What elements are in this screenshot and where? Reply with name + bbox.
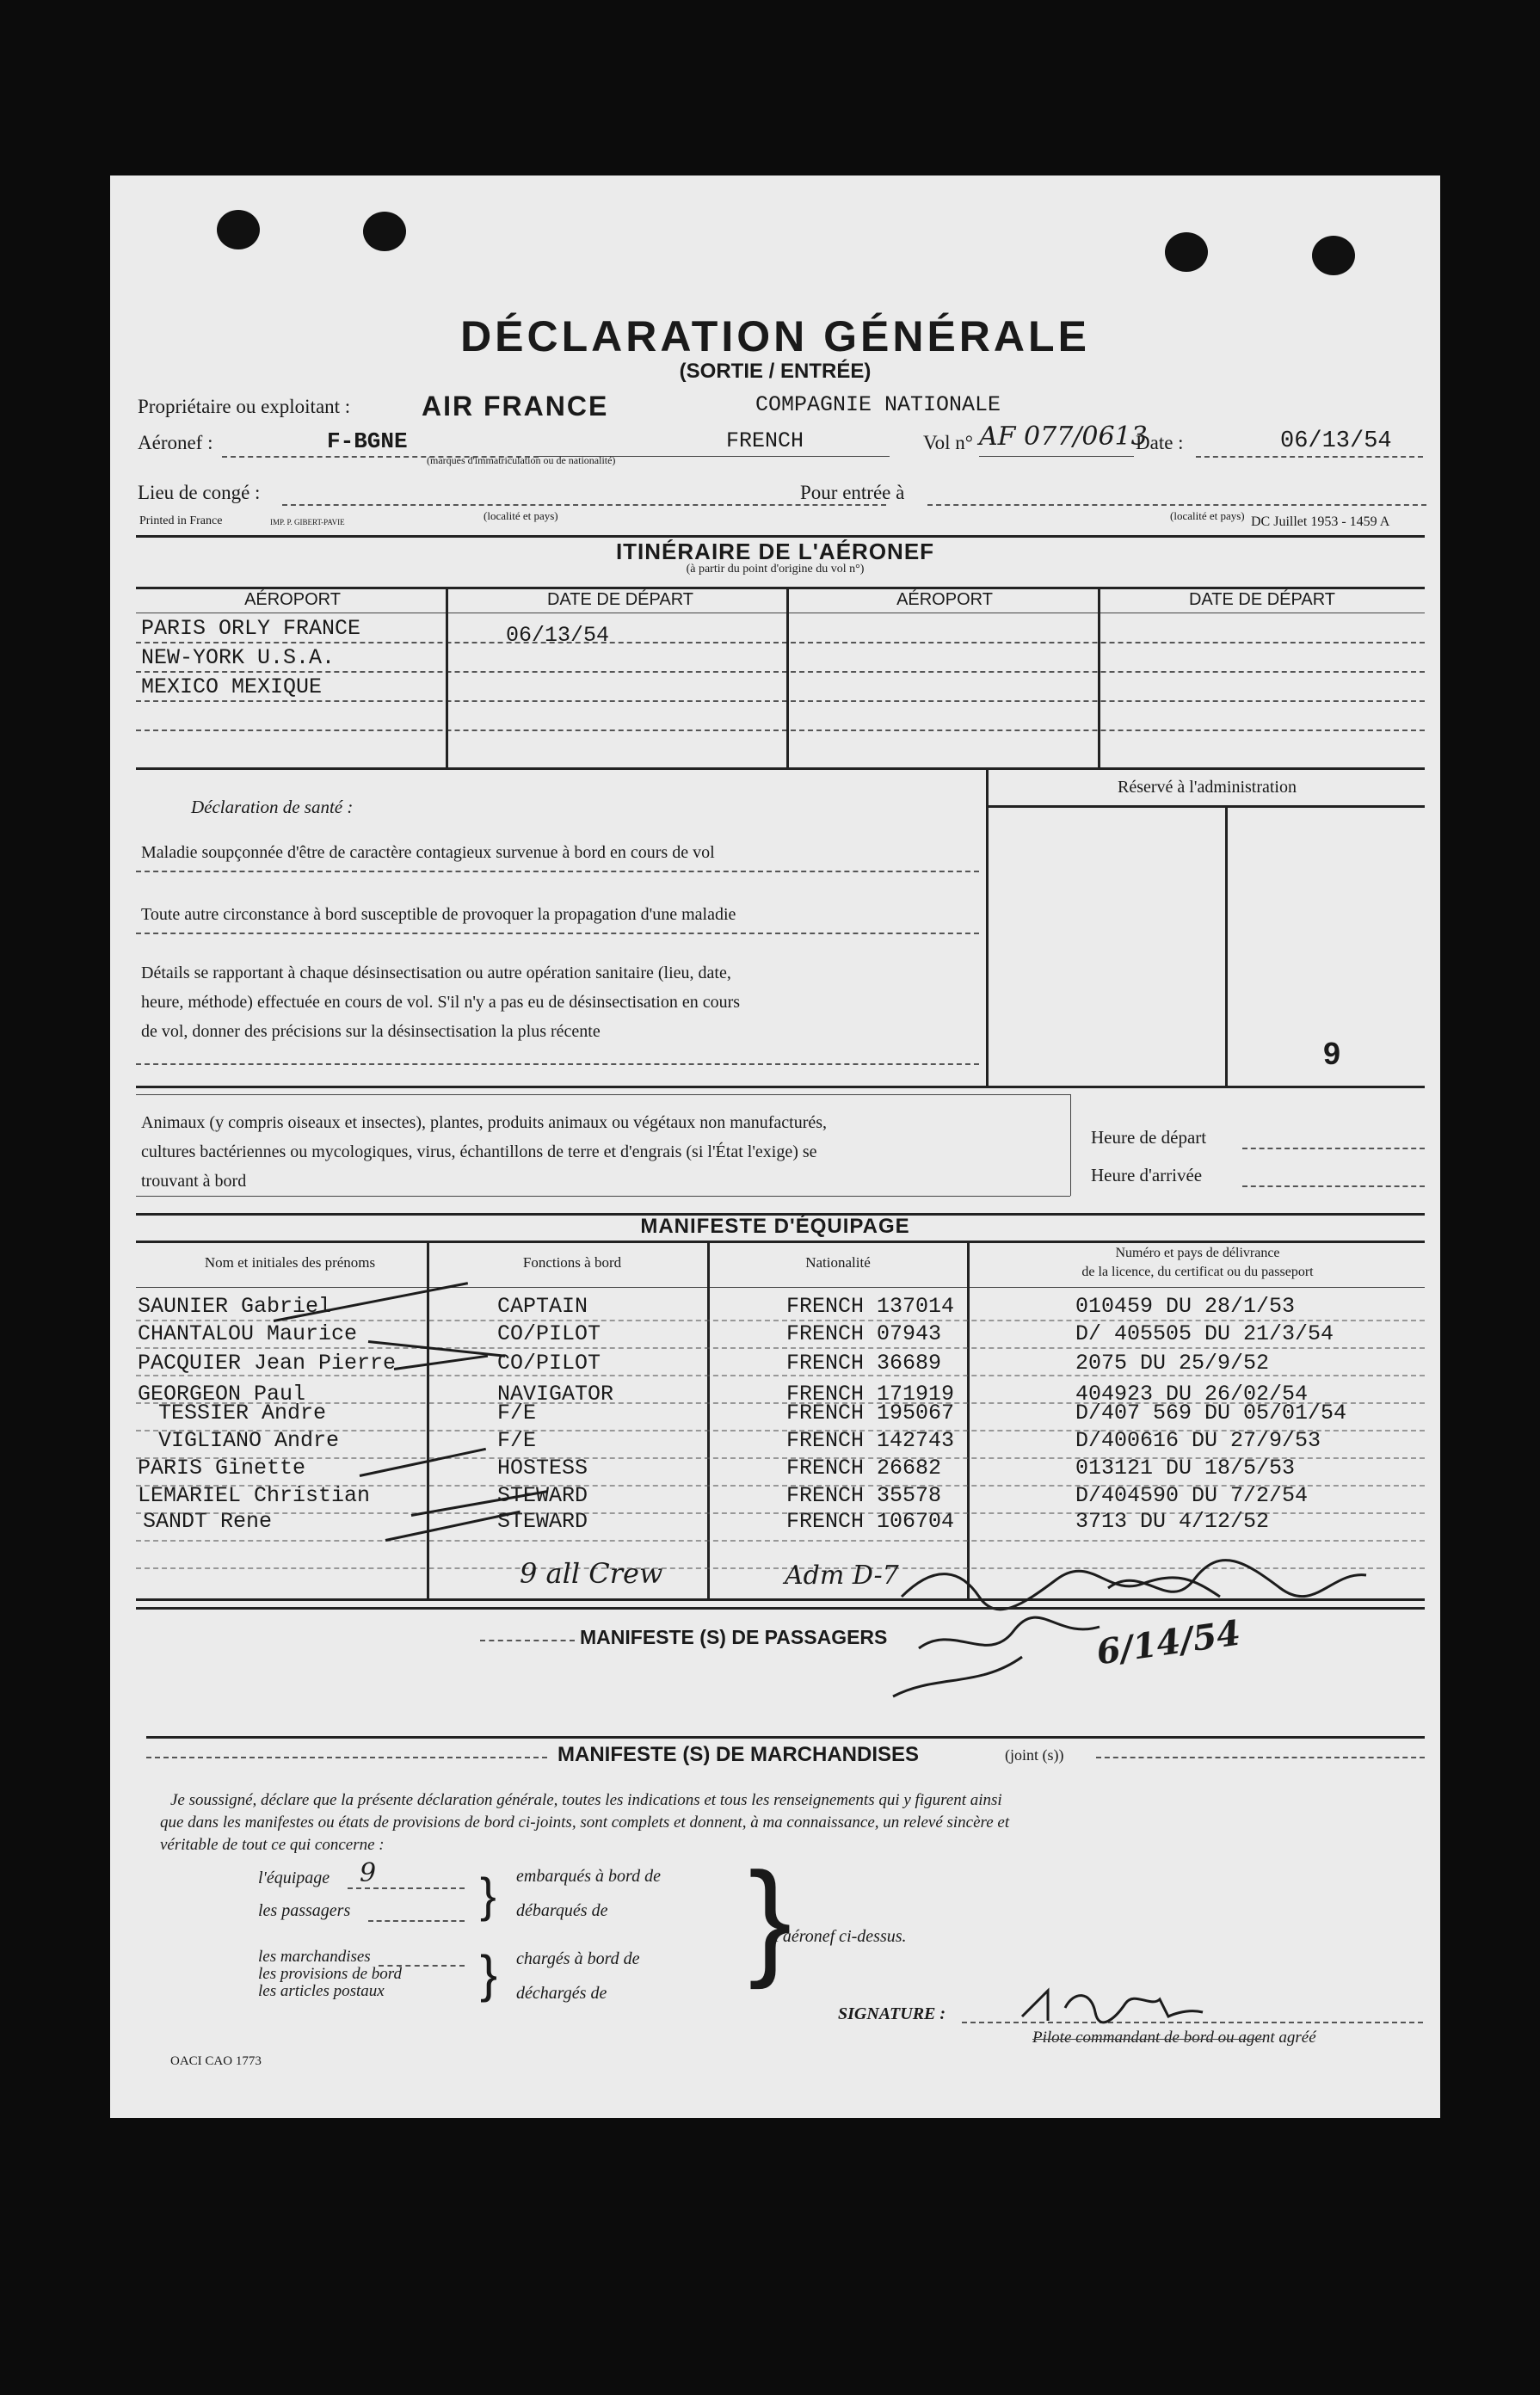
entry-label: Pour entrée à [800, 482, 905, 503]
aircraft-caption: (marques d'immatriculation ou de nationalité) [427, 454, 616, 466]
aircraft-label: Aéronef : [138, 432, 213, 453]
unloaded-label: déchargés de [516, 1984, 607, 2003]
crew-nationality: FRENCH 36689 [786, 1351, 942, 1376]
crew-nationality: FRENCH 195067 [786, 1401, 955, 1425]
crew-count-value: 9 [360, 1858, 377, 1888]
punch-hole-icon [363, 212, 406, 251]
crew-nationality: FRENCH 106704 [786, 1509, 955, 1534]
crew-name: CHANTALOU Maurice [138, 1321, 358, 1346]
crew-nationality: FRENCH 07943 [786, 1321, 942, 1346]
crew-nationality: FRENCH 35578 [786, 1483, 942, 1508]
itinerary-col-airport-1: AÉROPORT [244, 590, 341, 609]
arrival-time-label: Heure d'arrivée [1091, 1165, 1203, 1185]
itinerary-col-airport-2: AÉROPORT [896, 590, 993, 609]
form-title: DÉCLARATION GÉNÉRALE [460, 312, 1090, 360]
crew-name: TESSIER Andre [158, 1401, 327, 1425]
crew-function: CAPTAIN [497, 1294, 588, 1319]
declaration-form [110, 175, 1440, 2118]
date-label: Date : [1136, 432, 1184, 453]
crew-col-nationality: Nationalité [805, 1254, 871, 1271]
crew-count-label: l'équipage [258, 1869, 330, 1887]
punch-hole-icon [217, 210, 260, 249]
departure-time-label: Heure de départ [1091, 1127, 1207, 1148]
brace-icon: } [480, 1945, 498, 2003]
crew-license: D/ 405505 DU 21/3/54 [1075, 1321, 1334, 1346]
crew-license: 010459 DU 28/1/53 [1075, 1294, 1296, 1319]
entry-caption: (localité et pays) [1170, 509, 1245, 522]
leave-caption: (localité et pays) [484, 509, 558, 522]
crew-function: CO/PILOT [497, 1321, 601, 1346]
crew-name: PARIS Ginette [138, 1456, 306, 1481]
big-brace-icon: } [748, 1845, 792, 1990]
health-title: Déclaration de santé : [191, 797, 354, 817]
crew-name: VIGLIANO Andre [158, 1428, 340, 1453]
admin-number: 9 [1323, 1036, 1341, 1071]
brace-icon: } [480, 1868, 496, 1922]
itinerary-date-1: 06/13/54 [506, 623, 610, 648]
itinerary-subtitle: (à partir du point d'origine du vol n°) [686, 563, 865, 576]
itinerary-airport-1: PARIS ORLY FRANCE [141, 616, 361, 641]
crew-license: D/404590 DU 7/2/54 [1075, 1483, 1309, 1508]
admin-reserved-label: Réservé à l'administration [1118, 778, 1297, 797]
cargo-joint: (joint (s)) [1005, 1746, 1064, 1764]
crew-nationality: FRENCH 171919 [786, 1382, 955, 1407]
health-line-3c: de vol, donner des précisions sur la désinsectisation la plus récente [141, 1022, 601, 1041]
crew-license: 2075 DU 25/9/52 [1075, 1351, 1270, 1376]
crew-license: 3713 DU 4/12/52 [1075, 1509, 1270, 1534]
owner-label: Propriétaire ou exploitant : [138, 396, 351, 417]
signature-label: SIGNATURE : [838, 2004, 946, 2023]
declaration-text-3: véritable de tout ce qui concerne : [160, 1836, 385, 1854]
leave-label: Lieu de congé : [138, 482, 261, 503]
health-line-3a: Détails se rapportant à chaque désinsectisation ou autre opération sanitaire (lieu, date, [141, 964, 731, 982]
passenger-manifest-title: MANIFESTE (S) DE PASSAGERS [580, 1626, 888, 1648]
animals-line-2: cultures bactériennes ou mycologiques, virus, échantillons de terre et d'engrais (si l'État l'exige) se [141, 1142, 817, 1161]
disembarked-label: débarqués de [516, 1901, 608, 1920]
aircraft-above-label: l'aéronef ci-dessus. [774, 1927, 907, 1946]
crew-name: GEORGEON Paul [138, 1382, 306, 1407]
cargo-manifest-title: MANIFESTE (S) DE MARCHANDISES [557, 1743, 920, 1766]
crew-function: STEWARD [497, 1483, 588, 1508]
itinerary-title: ITINÉRAIRE DE L'AÉRONEF [615, 539, 935, 564]
crew-handwritten-admin: Adm D-7 [785, 1561, 899, 1591]
company-value: COMPAGNIE NATIONALE [755, 392, 1001, 417]
embarked-label: embarqués à bord de [516, 1867, 661, 1886]
animals-line-1: Animaux (y compris oiseaux et insectes), plantes, produits animaux ou végétaux non manufacturés, [141, 1113, 828, 1132]
crew-handwritten-note: 9 all Crew [520, 1557, 663, 1590]
crew-col-name: Nom et initiales des prénoms [204, 1254, 376, 1271]
provisions-label: les provisions de bord [258, 1965, 402, 1983]
crew-function: STEWARD [497, 1509, 588, 1534]
crew-nationality: FRENCH 137014 [786, 1294, 955, 1319]
flight-label: Vol n° [923, 432, 973, 453]
declaration-text-2: que dans les manifestes ou états de provisions de bord ci-joints, sont complets et donnent, à ma connaissance, un relevé sincère et [160, 1813, 1010, 1832]
crew-name: SANDT Rene [143, 1509, 273, 1534]
animals-line-3: trouvant à bord [141, 1172, 247, 1191]
crew-nationality: FRENCH 26682 [786, 1456, 942, 1481]
crew-col-license-1: Numéro et pays de délivrance [1115, 1246, 1280, 1260]
itinerary-col-date-1: DATE DE DÉPART [546, 590, 694, 609]
form-reference: DC Juillet 1953 - 1459 A [1251, 514, 1390, 529]
crew-col-function: Fonctions à bord [522, 1254, 622, 1271]
aircraft-registration: F-BGNE [327, 428, 408, 454]
itinerary-airport-2: NEW-YORK U.S.A. [141, 645, 336, 670]
crew-license: D/407 569 DU 05/01/54 [1075, 1401, 1347, 1425]
health-line-3b: heure, méthode) effectuée en cours de vol. S'il n'y a pas eu de désinsectisation en cours [141, 993, 741, 1012]
crew-manifest-title: MANIFESTE D'ÉQUIPAGE [640, 1215, 910, 1238]
crew-name: SAUNIER Gabriel [138, 1294, 332, 1319]
postal-label: les articles postaux [258, 1982, 385, 2000]
itinerary-airport-3: MEXICO MEXIQUE [141, 674, 323, 699]
printed-in: Printed in France [139, 514, 223, 527]
punch-hole-icon [1165, 232, 1208, 272]
crew-license: 404923 DU 26/02/54 [1075, 1382, 1309, 1407]
form-code: OACI CAO 1773 [170, 2054, 262, 2068]
punch-hole-icon [1312, 236, 1355, 275]
crew-function: F/E [497, 1401, 537, 1425]
crew-function: CO/PILOT [497, 1351, 601, 1376]
crew-license: D/400616 DU 27/9/53 [1075, 1428, 1321, 1453]
aircraft-nationality: FRENCH [726, 428, 804, 453]
captain-signature-icon [1013, 1982, 1237, 2034]
crew-name: LEMARIEL Christian [138, 1483, 371, 1508]
owner-value: AIR FRANCE [422, 391, 609, 422]
flight-number: AF 077/0613 [979, 422, 1148, 452]
crew-function: HOSTESS [497, 1456, 588, 1481]
passengers-count-label: les passagers [258, 1901, 351, 1920]
health-line-1: Maladie soupçonnée d'être de caractère contagieux survenue à bord en cours de vol [141, 843, 715, 862]
crew-nationality: FRENCH 142743 [786, 1428, 955, 1453]
loaded-label: chargés à bord de [516, 1949, 640, 1968]
crew-name: PACQUIER Jean Pierre [138, 1351, 397, 1376]
crew-function: F/E [497, 1428, 537, 1453]
crew-license: 013121 DU 18/5/53 [1075, 1456, 1296, 1481]
declaration-text-1: Je soussigné, déclare que la présente déclaration générale, toutes les indications et tous les renseignements qui y figurent ainsi [170, 1791, 1002, 1809]
printer-name: IMP. P. GIBERT-PAVIE [270, 518, 345, 526]
date-value: 06/13/54 [1280, 428, 1392, 454]
crew-function: NAVIGATOR [497, 1382, 614, 1407]
form-subtitle: (SORTIE / ENTRÉE) [679, 360, 872, 383]
health-line-2: Toute autre circonstance à bord susceptible de provoquer la propagation d'une maladie [141, 905, 736, 924]
goods-label: les marchandises [258, 1948, 371, 1966]
itinerary-col-date-2: DATE DE DÉPART [1188, 590, 1336, 609]
passenger-handwritten-date: 6/14/54 [1093, 1612, 1243, 1673]
signature-caption: Pilote commandant de bord ou agent agréé [1032, 2029, 1316, 2047]
crew-col-license-2: de la licence, du certificat ou du passeport [1081, 1265, 1314, 1279]
